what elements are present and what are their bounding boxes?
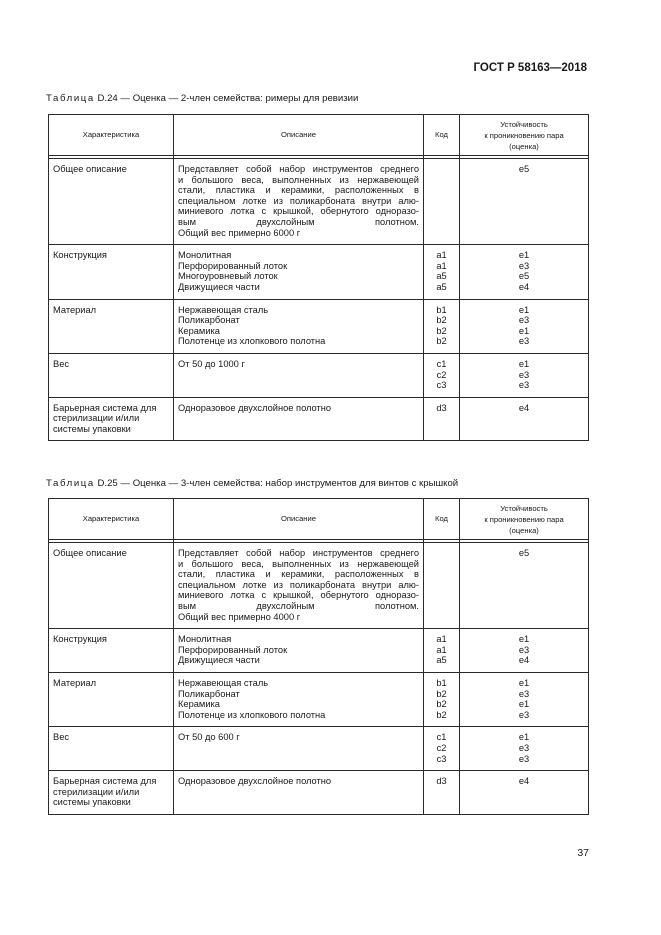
- code-cell-line: b1: [436, 304, 447, 315]
- description-cell-line: Поликарбонат: [178, 688, 240, 699]
- header-resistance: [460, 115, 589, 156]
- characteristic-cell: [49, 672, 174, 726]
- header-resistance-line: к проникновению пара: [484, 514, 564, 524]
- description-cell-line: и большого веса, выполненных из нержавеющей: [178, 174, 419, 185]
- code-cell-line: d3: [436, 402, 447, 413]
- code-cell-line: c2: [436, 369, 447, 380]
- code-cell: [424, 245, 460, 299]
- description-cell: [174, 771, 424, 815]
- table-header-row: [49, 499, 589, 540]
- description-cell-line: специальном лотке из поликарбоната внутри алю-: [178, 195, 419, 206]
- characteristic-cell-line: Барьерная система для: [53, 402, 157, 413]
- rating-cell-line: e3: [518, 336, 530, 347]
- characteristic-cell-line: Вес: [53, 732, 70, 743]
- characteristic-cell: [49, 397, 174, 441]
- code-cell: [424, 353, 460, 397]
- description-cell-line: Многоуровневый лоток: [178, 271, 278, 282]
- characteristic-cell: [49, 771, 174, 815]
- rating-cell: [460, 727, 589, 771]
- code-cell-line: c3: [436, 753, 447, 764]
- description-cell: [174, 672, 424, 726]
- rating-cell: [460, 245, 589, 299]
- table-row: [49, 159, 589, 245]
- description-cell-line: и большого веса, выполненных из нержавеющей: [178, 558, 419, 569]
- code-cell-line: b1: [436, 677, 447, 688]
- header-characteristic: Характеристика: [49, 499, 174, 540]
- rating-cell: [460, 543, 589, 629]
- table-25-caption: [46, 478, 458, 489]
- rating-cell-line: e1: [518, 677, 530, 688]
- code-cell-line: c2: [436, 742, 447, 753]
- description-cell-line: Перфорированный лоток: [178, 260, 288, 271]
- description-cell-line: Одноразовое двухслойное полотно: [178, 402, 332, 413]
- description-cell-line: Представляет собой набор инструментов среднего: [178, 164, 419, 174]
- description-cell-line: Монолитная: [178, 634, 232, 645]
- description-cell-line: Представляет собой набор инструментов среднего: [178, 548, 419, 558]
- characteristic-cell-line: системы упаковки: [53, 797, 131, 808]
- characteristic-cell-line: Общее описание: [53, 548, 127, 558]
- characteristic-cell-line: Конструкция: [53, 250, 107, 261]
- characteristic-cell-line: Конструкция: [53, 634, 107, 645]
- description-cell-line: Полотенце из хлопкового полотна: [178, 336, 326, 347]
- table-caption-text: D.24 — Оценка — 2-член семейства: римеры для ревизии: [97, 93, 359, 104]
- code-cell: [424, 672, 460, 726]
- table-25: [48, 498, 589, 815]
- rating-cell-line: e3: [518, 315, 530, 326]
- code-cell: [424, 397, 460, 441]
- characteristic-cell-line: Материал: [53, 304, 97, 315]
- characteristic-cell: [49, 543, 174, 629]
- description-cell-line: вым двухслойным полотном.: [178, 216, 419, 227]
- rating-cell: [460, 159, 589, 245]
- description-cell: [174, 299, 424, 353]
- rating-cell-line: e5: [518, 548, 530, 558]
- rating-cell-line: e3: [518, 369, 530, 380]
- table-row: [49, 543, 589, 629]
- table-header-row: [49, 115, 589, 156]
- code-cell-line: a1: [436, 634, 447, 645]
- rating-cell-line: e3: [518, 260, 530, 271]
- description-cell: [174, 629, 424, 673]
- code-cell-line: c3: [436, 380, 447, 391]
- rating-cell-line: e3: [518, 644, 530, 655]
- description-cell-line: Нержавеющая сталь: [178, 677, 269, 688]
- description-cell: [174, 397, 424, 441]
- code-cell-line: c1: [436, 358, 447, 369]
- header-resistance-line: (оценка): [509, 141, 539, 151]
- rating-cell-line: e4: [518, 776, 530, 787]
- characteristic-cell-line: стерилизации и/или: [53, 786, 140, 797]
- table-row: [49, 672, 589, 726]
- characteristic-cell: [49, 245, 174, 299]
- code-cell-line: b2: [436, 325, 447, 336]
- description-cell-line: От 50 до 1000 г: [178, 358, 245, 369]
- code-cell-line: d3: [436, 776, 447, 787]
- header-resistance-line: Устойчивость: [500, 119, 548, 129]
- characteristic-cell: [49, 629, 174, 673]
- table-row: [49, 397, 589, 441]
- rating-cell: [460, 299, 589, 353]
- code-cell-line: a5: [436, 271, 447, 282]
- characteristic-cell-line: Общее описание: [53, 164, 127, 174]
- description-cell-line: Одноразовое двухслойное полотно: [178, 776, 332, 787]
- description-cell-line: Общий вес примерно 4000 г: [178, 611, 301, 622]
- description-cell-line: Движущиеся части: [178, 281, 260, 292]
- table-row: [49, 245, 589, 299]
- characteristic-cell: [49, 353, 174, 397]
- table-row: [49, 771, 589, 815]
- description-cell: [174, 245, 424, 299]
- characteristic-cell-line: стерилизации и/или: [53, 413, 140, 424]
- description-cell: [174, 353, 424, 397]
- code-cell: [424, 771, 460, 815]
- rating-cell-line: e4: [518, 655, 530, 666]
- code-cell-line: b2: [436, 688, 447, 699]
- description-cell-line: Общий вес примерно 6000 г: [178, 227, 301, 238]
- description-cell-line: вым двухслойным полотном.: [178, 600, 419, 611]
- table-24: [48, 114, 589, 441]
- characteristic-cell: [49, 159, 174, 245]
- table-row: [49, 299, 589, 353]
- rating-cell-line: e3: [518, 688, 530, 699]
- description-cell-line: Поликарбонат: [178, 315, 240, 326]
- rating-cell-line: e3: [518, 742, 530, 753]
- header-description: Описание: [174, 115, 424, 156]
- characteristic-cell-line: Вес: [53, 358, 70, 369]
- header-resistance: [460, 499, 589, 540]
- characteristic-cell: [49, 727, 174, 771]
- code-cell: [424, 727, 460, 771]
- header-characteristic: Характеристика: [49, 115, 174, 156]
- rating-cell-line: e1: [518, 250, 530, 261]
- rating-cell: [460, 397, 589, 441]
- header-code: Код: [424, 499, 460, 540]
- rating-cell: [460, 771, 589, 815]
- description-cell-line: Перфорированный лоток: [178, 644, 288, 655]
- code-cell-line: a5: [436, 655, 447, 666]
- header-resistance-line: (оценка): [509, 525, 539, 535]
- description-cell: [174, 159, 424, 245]
- rating-cell-line: e5: [518, 164, 530, 174]
- code-cell-line: b2: [436, 315, 447, 326]
- rating-cell-line: e3: [518, 753, 530, 764]
- code-cell-line: a1: [436, 260, 447, 271]
- rating-cell: [460, 672, 589, 726]
- standard-code: ГОСТ Р 58163—2018: [473, 62, 587, 74]
- code-cell-line: b2: [436, 336, 447, 347]
- code-cell: [424, 159, 460, 245]
- rating-cell-line: e1: [518, 325, 530, 336]
- table-row: [49, 727, 589, 771]
- description-cell-line: Керамика: [178, 699, 220, 710]
- table-label: Таблица: [46, 478, 95, 489]
- rating-cell-line: e4: [518, 402, 530, 413]
- header-resistance-line: Устойчивость: [500, 503, 548, 513]
- description-cell-line: Нержавеющая сталь: [178, 304, 269, 315]
- rating-cell-line: e3: [518, 380, 530, 391]
- rating-cell-line: e1: [518, 634, 530, 645]
- table-row: [49, 629, 589, 673]
- code-cell-line: a1: [436, 250, 447, 261]
- description-cell-line: стали, пластика и керамики, расположенных в: [178, 569, 419, 580]
- table-label: Таблица: [46, 93, 95, 104]
- table-row: [49, 353, 589, 397]
- rating-cell-line: e1: [518, 699, 530, 710]
- page-number: 37: [577, 847, 589, 859]
- description-cell-line: Керамика: [178, 325, 220, 336]
- description-cell-line: Полотенце из хлопкового полотна: [178, 709, 326, 720]
- description-cell-line: миниевого лотка с крышкой, обернутого одноразо-: [178, 590, 419, 601]
- header-description: Описание: [174, 499, 424, 540]
- code-cell-line: b2: [436, 699, 447, 710]
- code-cell: [424, 629, 460, 673]
- characteristic-cell-line: системы упаковки: [53, 423, 131, 434]
- rating-cell-line: e4: [518, 281, 530, 292]
- description-cell-line: От 50 до 600 г: [178, 732, 240, 743]
- description-cell-line: Монолитная: [178, 250, 232, 261]
- table-caption-text: D.25 — Оценка — 3-член семейства: набор инструментов для винтов с крышкой: [97, 478, 459, 489]
- rating-cell-line: e3: [518, 709, 530, 720]
- rating-cell-line: e1: [518, 304, 530, 315]
- rating-cell-line: e1: [518, 358, 530, 369]
- rating-cell: [460, 629, 589, 673]
- header-code: Код: [424, 115, 460, 156]
- code-cell-line: c1: [436, 732, 447, 743]
- characteristic-cell-line: Материал: [53, 677, 97, 688]
- table-24-caption: [46, 93, 358, 104]
- rating-cell-line: e5: [518, 271, 530, 282]
- rating-cell-line: e1: [518, 732, 530, 743]
- description-cell: [174, 727, 424, 771]
- code-cell: [424, 299, 460, 353]
- description-cell-line: Движущиеся части: [178, 655, 260, 666]
- description-cell: [174, 543, 424, 629]
- code-cell-line: a1: [436, 644, 447, 655]
- characteristic-cell: [49, 299, 174, 353]
- code-cell-line: b2: [436, 709, 447, 720]
- header-resistance-line: к проникновению пара: [484, 130, 564, 140]
- description-cell-line: миниевого лотка с крышкой, обернутого одноразо-: [178, 206, 419, 217]
- description-cell-line: специальном лотке из поликарбоната внутри алю-: [178, 579, 419, 590]
- code-cell-line: a5: [436, 281, 447, 292]
- characteristic-cell-line: Барьерная система для: [53, 776, 157, 787]
- code-cell: [424, 543, 460, 629]
- description-cell-line: стали, пластика и керамики, расположенных в: [178, 185, 419, 196]
- rating-cell: [460, 353, 589, 397]
